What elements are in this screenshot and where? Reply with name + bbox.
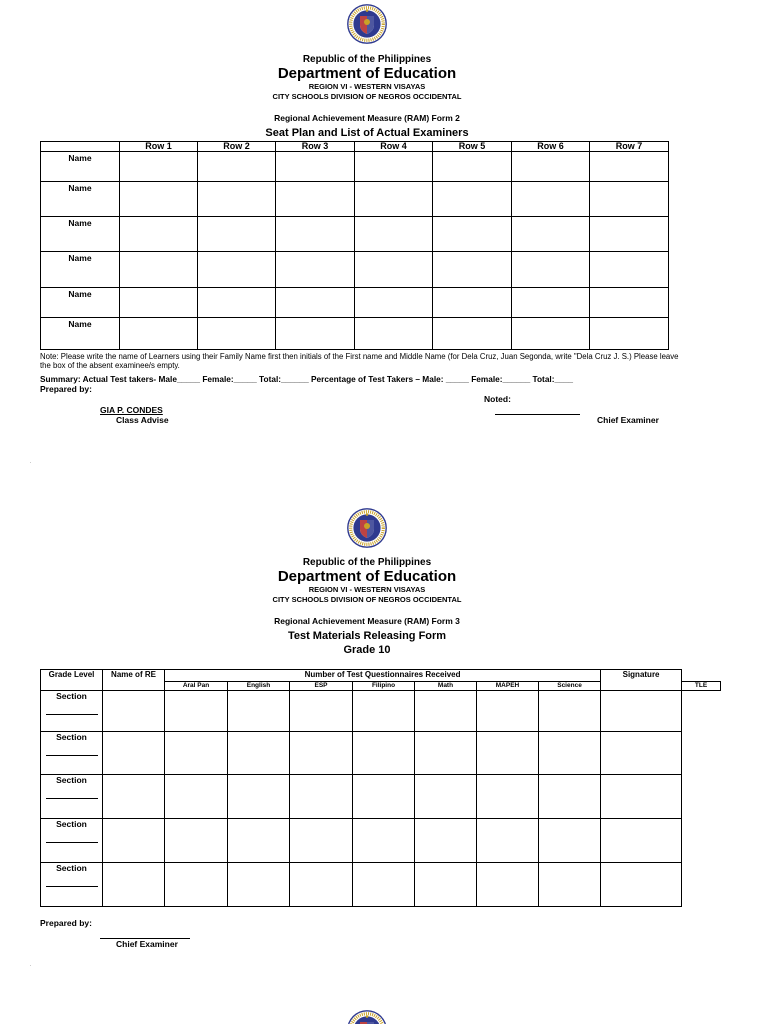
seat-cell[interactable] bbox=[198, 318, 276, 350]
seat-row-label: Name bbox=[41, 288, 120, 318]
count-cell[interactable] bbox=[415, 732, 477, 775]
re-cell[interactable] bbox=[103, 732, 165, 775]
re-cell[interactable] bbox=[103, 863, 165, 907]
seat-row-label: Name bbox=[41, 152, 120, 182]
count-cell[interactable] bbox=[353, 775, 415, 819]
seat-cell[interactable] bbox=[512, 252, 590, 288]
adviser-name: GIA P. CONDES bbox=[100, 405, 163, 415]
count-cell[interactable] bbox=[477, 775, 539, 819]
deped-seal-icon bbox=[347, 1010, 387, 1024]
count-cell[interactable] bbox=[539, 775, 601, 819]
seal-graphic bbox=[347, 508, 387, 548]
seat-cell[interactable] bbox=[355, 152, 433, 182]
count-cell[interactable] bbox=[477, 732, 539, 775]
seat-cell[interactable] bbox=[120, 288, 198, 318]
section-row bbox=[41, 819, 721, 863]
seat-cell[interactable] bbox=[512, 182, 590, 217]
seat-cell[interactable] bbox=[590, 217, 669, 252]
seat-cell[interactable] bbox=[355, 217, 433, 252]
republic-title: Republic of the Philippines bbox=[302, 54, 432, 65]
subject-header: MAPEH bbox=[477, 682, 539, 691]
section-blank-line bbox=[46, 798, 98, 799]
seat-cell[interactable] bbox=[590, 318, 669, 350]
noted-signature-line bbox=[495, 414, 580, 415]
count-cell[interactable] bbox=[353, 732, 415, 775]
seat-cell[interactable] bbox=[590, 252, 669, 288]
subject-header: Aral Pan bbox=[165, 682, 228, 691]
signature-cell[interactable] bbox=[601, 775, 682, 819]
releasing-header-row bbox=[41, 670, 721, 682]
seat-cell[interactable] bbox=[276, 288, 355, 318]
seat-cell[interactable] bbox=[590, 152, 669, 182]
seat-row-label: Name bbox=[41, 217, 120, 252]
seat-row bbox=[41, 252, 669, 288]
section-row bbox=[41, 775, 721, 819]
scan-speck bbox=[30, 965, 31, 966]
subject-header: Filipino bbox=[353, 682, 415, 691]
count-cell[interactable] bbox=[228, 732, 290, 775]
subject-header: English bbox=[228, 682, 290, 691]
signature-header: Signature bbox=[601, 670, 682, 691]
count-cell[interactable] bbox=[477, 691, 539, 732]
count-cell[interactable] bbox=[539, 863, 601, 907]
seat-col-header: Row 4 bbox=[355, 142, 433, 152]
count-cell[interactable] bbox=[165, 819, 228, 863]
count-cell[interactable] bbox=[477, 863, 539, 907]
region-title: REGION VI - WESTERN VISAYAS bbox=[308, 82, 426, 91]
section-row bbox=[41, 732, 721, 775]
count-cell[interactable] bbox=[165, 775, 228, 819]
seat-cell[interactable] bbox=[120, 318, 198, 350]
count-cell[interactable] bbox=[539, 732, 601, 775]
count-cell[interactable] bbox=[539, 819, 601, 863]
section-blank-line bbox=[46, 886, 98, 887]
section-blank-line bbox=[46, 842, 98, 843]
count-cell[interactable] bbox=[290, 691, 353, 732]
seat-cell[interactable] bbox=[590, 288, 669, 318]
signature-cell[interactable] bbox=[601, 819, 682, 863]
seat-cell[interactable] bbox=[198, 252, 276, 288]
seat-cell[interactable] bbox=[433, 152, 512, 182]
section-row bbox=[41, 863, 721, 907]
seat-cell[interactable] bbox=[198, 152, 276, 182]
seat-col-header: Row 6 bbox=[512, 142, 590, 152]
seat-cell[interactable] bbox=[120, 252, 198, 288]
count-cell[interactable] bbox=[415, 691, 477, 732]
seat-cell[interactable] bbox=[120, 152, 198, 182]
form2-prepared-by: Prepared by: bbox=[40, 384, 92, 394]
deped-seal-icon bbox=[347, 4, 387, 44]
seat-cell[interactable] bbox=[355, 182, 433, 217]
section-label bbox=[41, 863, 103, 907]
section-label bbox=[41, 691, 103, 732]
count-cell[interactable] bbox=[353, 691, 415, 732]
section-label-text: Section bbox=[56, 775, 87, 785]
re-cell[interactable] bbox=[103, 691, 165, 732]
count-cell[interactable] bbox=[228, 775, 290, 819]
count-cell[interactable] bbox=[539, 691, 601, 732]
seat-cell[interactable] bbox=[355, 252, 433, 288]
seat-cell[interactable] bbox=[276, 152, 355, 182]
grade-level-header: Grade Level bbox=[41, 670, 103, 691]
form2-summary: Summary: Actual Test takers- Male_____ Female:_____ Total:______ Percentage of Test Takers – Male: _____ Female:______ Total:____ bbox=[40, 374, 573, 384]
count-cell[interactable] bbox=[477, 819, 539, 863]
seat-cell[interactable] bbox=[590, 182, 669, 217]
subject-header: Math bbox=[415, 682, 477, 691]
seat-cell[interactable] bbox=[512, 152, 590, 182]
seat-row-label: Name bbox=[41, 182, 120, 217]
department-title: Department of Education bbox=[277, 568, 457, 585]
section-label-text: Section bbox=[56, 691, 87, 701]
division-title: CITY SCHOOLS DIVISION OF NEGROS OCCIDENTAL bbox=[272, 595, 462, 604]
form2-title: Seat Plan and List of Actual Examiners bbox=[265, 127, 469, 139]
scan-speck bbox=[30, 462, 31, 463]
division-title: CITY SCHOOLS DIVISION OF NEGROS OCCIDENTAL bbox=[272, 92, 462, 101]
seat-row bbox=[41, 182, 669, 217]
count-cell[interactable] bbox=[353, 863, 415, 907]
count-cell[interactable] bbox=[228, 863, 290, 907]
form3-title: Test Materials Releasing Form bbox=[287, 630, 447, 642]
count-cell[interactable] bbox=[415, 775, 477, 819]
seat-cell[interactable] bbox=[433, 217, 512, 252]
section-label bbox=[41, 819, 103, 863]
section-blank-line bbox=[46, 714, 98, 715]
seat-cell[interactable] bbox=[276, 318, 355, 350]
seat-col-header: Row 2 bbox=[198, 142, 276, 152]
subject-header: Science bbox=[539, 682, 601, 691]
count-cell[interactable] bbox=[165, 691, 228, 732]
count-cell[interactable] bbox=[290, 863, 353, 907]
seat-row bbox=[41, 152, 669, 182]
count-cell[interactable] bbox=[290, 732, 353, 775]
re-cell[interactable] bbox=[103, 819, 165, 863]
seat-cell[interactable] bbox=[433, 182, 512, 217]
subject-header: ESP bbox=[290, 682, 353, 691]
form2-note: Note: Please write the name of Learners using their Family Name first then initials of the First name and Middle Name (for Dela Cruz, Juan Segonda, write "Dela Cruz J. S.) Please leave the box of the absent examinee/s empty. bbox=[40, 352, 679, 370]
count-cell[interactable] bbox=[290, 819, 353, 863]
signature-cell[interactable] bbox=[601, 691, 682, 732]
seat-cell[interactable] bbox=[198, 182, 276, 217]
section-label-text: Section bbox=[56, 819, 87, 829]
form3-chief-examiner: Chief Examiner bbox=[116, 939, 178, 949]
department-title: Department of Education bbox=[277, 65, 457, 82]
seat-header-corner bbox=[41, 142, 120, 152]
seat-col-header: Row 3 bbox=[276, 142, 355, 152]
seat-row bbox=[41, 288, 669, 318]
seat-cell[interactable] bbox=[198, 288, 276, 318]
seal-graphic bbox=[347, 1010, 387, 1024]
section-label-text: Section bbox=[56, 863, 87, 873]
section-label-text: Section bbox=[56, 732, 87, 742]
seat-cell[interactable] bbox=[276, 252, 355, 288]
seat-cell[interactable] bbox=[120, 182, 198, 217]
releasing-table bbox=[40, 669, 721, 907]
form2-name: Regional Achievement Measure (RAM) Form 2 bbox=[274, 113, 460, 123]
signature-cell[interactable] bbox=[601, 732, 682, 775]
seat-col-header: Row 1 bbox=[120, 142, 198, 152]
number-received-header: Number of Test Questionnaires Received bbox=[165, 670, 601, 682]
count-cell[interactable] bbox=[415, 819, 477, 863]
count-cell[interactable] bbox=[415, 863, 477, 907]
seat-cell[interactable] bbox=[276, 217, 355, 252]
seat-plan-table bbox=[40, 141, 669, 350]
seat-row bbox=[41, 318, 669, 350]
form2-noted: Noted: bbox=[484, 394, 511, 404]
region-title: REGION VI - WESTERN VISAYAS bbox=[308, 585, 426, 594]
seat-row-label: Name bbox=[41, 252, 120, 288]
republic-title: Republic of the Philippines bbox=[302, 557, 432, 568]
section-label bbox=[41, 732, 103, 775]
form2-chief-examiner: Chief Examiner bbox=[597, 415, 659, 425]
seat-cell[interactable] bbox=[512, 288, 590, 318]
seat-cell[interactable] bbox=[355, 288, 433, 318]
form3-grade: Grade 10 bbox=[343, 644, 391, 656]
section-label bbox=[41, 775, 103, 819]
form3-prepared-by: Prepared by: bbox=[40, 918, 92, 928]
section-row bbox=[41, 691, 721, 732]
seat-cell[interactable] bbox=[512, 217, 590, 252]
seat-col-header: Row 7 bbox=[590, 142, 669, 152]
seat-header-row bbox=[41, 142, 669, 152]
count-cell[interactable] bbox=[353, 819, 415, 863]
re-cell[interactable] bbox=[103, 775, 165, 819]
count-cell[interactable] bbox=[165, 732, 228, 775]
seat-cell[interactable] bbox=[433, 288, 512, 318]
subject-header: TLE bbox=[682, 682, 721, 691]
seat-cell[interactable] bbox=[198, 217, 276, 252]
adviser-title: Class Advise bbox=[116, 415, 169, 425]
seat-cell[interactable] bbox=[120, 217, 198, 252]
seat-row bbox=[41, 217, 669, 252]
seat-cell[interactable] bbox=[355, 318, 433, 350]
seat-cell[interactable] bbox=[512, 318, 590, 350]
form3-name: Regional Achievement Measure (RAM) Form 3 bbox=[274, 616, 460, 626]
name-of-re-header: Name of RE bbox=[103, 670, 165, 691]
count-cell[interactable] bbox=[228, 691, 290, 732]
signature-cell[interactable] bbox=[601, 863, 682, 907]
seat-row-label: Name bbox=[41, 318, 120, 350]
count-cell[interactable] bbox=[290, 775, 353, 819]
section-blank-line bbox=[46, 755, 98, 756]
seat-cell[interactable] bbox=[433, 252, 512, 288]
deped-seal-icon bbox=[347, 508, 387, 548]
seal-graphic bbox=[347, 4, 387, 44]
count-cell[interactable] bbox=[228, 819, 290, 863]
seat-col-header: Row 5 bbox=[433, 142, 512, 152]
seat-cell[interactable] bbox=[276, 182, 355, 217]
count-cell[interactable] bbox=[165, 863, 228, 907]
seat-cell[interactable] bbox=[433, 318, 512, 350]
